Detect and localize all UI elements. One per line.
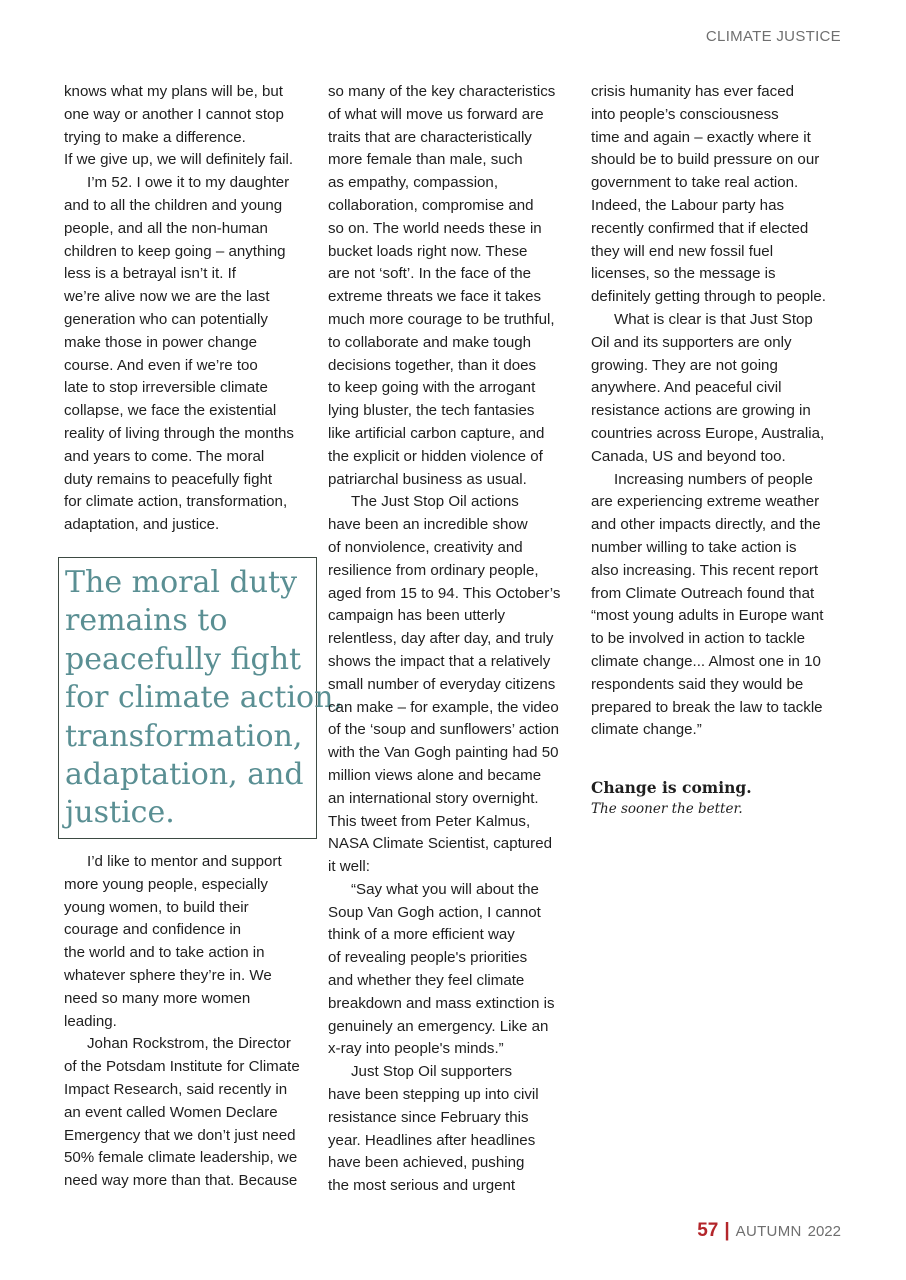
text-line: late to stop irreversible climate <box>64 379 268 397</box>
text-line: million views alone and became <box>328 766 542 784</box>
text-line: This tweet from Peter Kalmus, <box>328 812 531 830</box>
text-line: more young people, especially <box>64 875 268 893</box>
text-line: Just Stop Oil supporters <box>351 1063 513 1081</box>
text-line: can make – for example, the video <box>328 698 559 716</box>
text-line: number willing to take action is <box>591 538 797 556</box>
text-line: we’re alive now we are the last <box>64 288 270 306</box>
text-line: What is clear is that Just Stop <box>614 310 813 328</box>
text-line: of the ‘soup and sunflowers’ action <box>328 721 560 739</box>
text-line: trying to make a difference. <box>64 128 246 146</box>
text-line: one way or another I cannot stop <box>64 105 284 123</box>
text-line: I’d like to mentor and support <box>87 853 282 870</box>
text-line: have been achieved, pushing <box>328 1154 525 1172</box>
pull-quote-text <box>65 564 343 833</box>
text-line: growing. They are not going <box>591 356 778 374</box>
text-line: respondents said they would be <box>591 675 804 693</box>
text-line: aged from 15 to 94. This October’s <box>328 584 561 602</box>
pull-quote-line: transformation, <box>65 718 303 754</box>
text-line: need way more than that. Because <box>64 1172 298 1190</box>
text-line: young women, to build their <box>64 898 249 916</box>
text-line: so many of the key characteristics <box>328 83 556 100</box>
text-line: adaptation, and justice. <box>64 516 220 534</box>
text-line: have been an incredible show <box>328 516 528 534</box>
closing-subline: The sooner the better. <box>591 801 743 818</box>
text-line: whatever sphere they’re in. We <box>64 966 272 984</box>
text-line: “Say what you will about the <box>351 880 539 898</box>
text-line: of what will move us forward are <box>328 105 544 123</box>
text-line: genuinely an emergency. Like an <box>328 1017 549 1035</box>
text-line: Emergency that we don’t just need <box>64 1126 296 1144</box>
text-line: need so many more women <box>64 989 251 1007</box>
text-line: Oil and its supporters are only <box>591 333 792 351</box>
text-line: resistance since February this <box>328 1108 529 1126</box>
text-line: reality of living through the months <box>64 424 294 442</box>
issue-season: AUTUMN <box>735 1223 802 1240</box>
text-line: resistance actions are growing in <box>591 402 811 420</box>
text-line: to be involved in action to tackle <box>591 630 805 648</box>
text-line: with the Van Gogh painting had 50 <box>328 744 559 762</box>
text-line: prepared to break the law to tackle <box>591 698 823 716</box>
pull-quote-box <box>58 557 343 839</box>
text-line: relentless, day after day, and truly <box>328 630 554 648</box>
page-number: 57 <box>697 1220 719 1241</box>
pull-quote-line: peacefully fight <box>65 641 302 677</box>
text-line: it well: <box>328 858 370 876</box>
text-line: duty remains to peacefully fight <box>64 470 273 488</box>
text-line: to keep going with the arrogant <box>328 379 536 397</box>
text-line: generation who can potentially <box>64 310 268 328</box>
column-3 <box>591 81 846 819</box>
text-line: Impact Research, said recently in <box>64 1080 288 1098</box>
text-line: and other impacts directly, and the <box>591 516 821 534</box>
text-line: are experiencing extreme weather <box>591 493 820 511</box>
pull-quote-line: justice. <box>65 795 175 831</box>
text-line: have been stepping up into civil <box>328 1086 539 1104</box>
text-line: and to all the children and young <box>64 196 283 214</box>
text-line: more female than male, such <box>328 151 523 169</box>
issue-year: 2022 <box>807 1223 841 1240</box>
text-line: to collaborate and make tough <box>328 333 532 351</box>
text-line: should be to build pressure on our <box>591 151 820 169</box>
text-line: campaign has been utterly <box>328 607 506 625</box>
text-line: climate change.” <box>591 721 702 739</box>
text-line: the explicit or hidden violence of <box>328 447 543 465</box>
text-line: recently confirmed that if elected <box>591 219 809 237</box>
text-line: Increasing numbers of people <box>614 470 813 488</box>
text-line: of nonviolence, creativity and <box>328 538 523 556</box>
text-line: collaboration, compromise and <box>328 196 534 214</box>
text-line: are not ‘soft’. In the face of the <box>328 265 532 283</box>
text-line: bucket loads right now. These <box>328 242 528 260</box>
text-line: people, and all the non-human <box>64 219 268 237</box>
text-line: the world and to take action in <box>64 944 265 962</box>
text-line: much more courage to be truthful, <box>328 310 555 328</box>
text-line: the most serious and urgent <box>328 1177 516 1195</box>
text-line: The Just Stop Oil actions <box>351 493 519 511</box>
text-line: small number of everyday citizens <box>328 675 556 693</box>
pull-quote-line: for climate action, <box>65 680 343 716</box>
text-line: Canada, US and beyond too. <box>591 447 786 465</box>
text-line: from Climate Outreach found that <box>591 584 815 602</box>
text-line: “most young adults in Europe want <box>591 607 824 625</box>
text-line: courage and confidence in <box>64 921 242 939</box>
closing-heading: Change is coming. <box>591 778 752 798</box>
text-line: If we give up, we will definitely fail. <box>64 151 294 169</box>
text-line: so on. The world needs these in <box>328 219 542 237</box>
pull-quote-line: The moral duty <box>65 565 298 600</box>
text-line: patriarchal business as usual. <box>328 470 527 488</box>
text-line: decisions together, than it does <box>328 356 537 374</box>
text-line: of the Potsdam Institute for Climate <box>64 1058 300 1076</box>
text-line: Indeed, the Labour party has <box>591 196 785 214</box>
text-line: crisis humanity has ever faced <box>591 83 795 100</box>
text-line: into people’s consciousness <box>591 105 779 123</box>
page-footer <box>697 1220 841 1242</box>
text-line: knows what my plans will be, but <box>64 83 283 100</box>
text-line: collapse, we face the existential <box>64 402 277 420</box>
text-line: NASA Climate Scientist, captured <box>328 835 552 853</box>
text-line: also increasing. This recent report <box>591 561 819 579</box>
text-line: like artificial carbon capture, and <box>328 424 545 442</box>
text-line: breakdown and mass extinction is <box>328 994 555 1012</box>
text-line: government to take real action. <box>591 174 799 192</box>
footer-separator: | <box>724 1220 730 1241</box>
text-line: less is a betrayal isn’t it. If <box>64 265 236 283</box>
text-line: anywhere. And peaceful civil <box>591 379 782 397</box>
text-line: and years to come. The moral <box>64 447 265 465</box>
column-1-bottom <box>64 851 316 1193</box>
column-2 <box>328 81 580 1198</box>
text-line: 50% female climate leadership, we <box>64 1149 298 1167</box>
column-1-top <box>64 81 316 537</box>
text-line: time and again – exactly where it <box>591 128 811 146</box>
text-line: they will end new fossil fuel <box>591 242 774 260</box>
text-line: Soup Van Gogh action, I cannot <box>328 903 541 921</box>
text-line: shows the impact that a relatively <box>328 652 551 670</box>
text-line: as empathy, compassion, <box>328 174 499 192</box>
text-line: resilience from ordinary people, <box>328 561 539 579</box>
text-line: for climate action, transformation, <box>64 493 288 511</box>
text-line: leading. <box>64 1012 117 1030</box>
text-line: licenses, so the message is <box>591 265 776 283</box>
text-line: think of a more efficient way <box>328 926 515 944</box>
text-line: year. Headlines after headlines <box>328 1131 536 1149</box>
text-line: climate change... Almost one in 10 <box>591 652 821 670</box>
text-line: extreme threats we face it takes <box>328 288 542 306</box>
text-line: an international story overnight. <box>328 789 539 807</box>
text-line: course. And even if we’re too <box>64 356 258 374</box>
text-line: of revealing people's priorities <box>328 949 528 967</box>
text-line: I’m 52. I owe it to my daughter <box>87 174 290 192</box>
text-line: and whether they feel climate <box>328 972 525 990</box>
text-line: an event called Women Declare <box>64 1103 278 1121</box>
text-line: children to keep going – anything <box>64 242 286 260</box>
pull-quote-line: adaptation, and <box>65 757 304 793</box>
text-line: make those in power change <box>64 333 257 351</box>
pull-quote-line: remains to <box>65 603 228 639</box>
text-line: traits that are characteristically <box>328 128 532 146</box>
section-label: CLIMATE JUSTICE <box>705 28 841 45</box>
text-line: definitely getting through to people. <box>591 288 826 306</box>
text-line: countries across Europe, Australia, <box>591 424 825 442</box>
text-line: x-ray into people's minds.” <box>328 1040 504 1058</box>
text-line: lying bluster, the tech fantasies <box>328 402 535 420</box>
text-line: Johan Rockstrom, the Director <box>87 1035 291 1053</box>
